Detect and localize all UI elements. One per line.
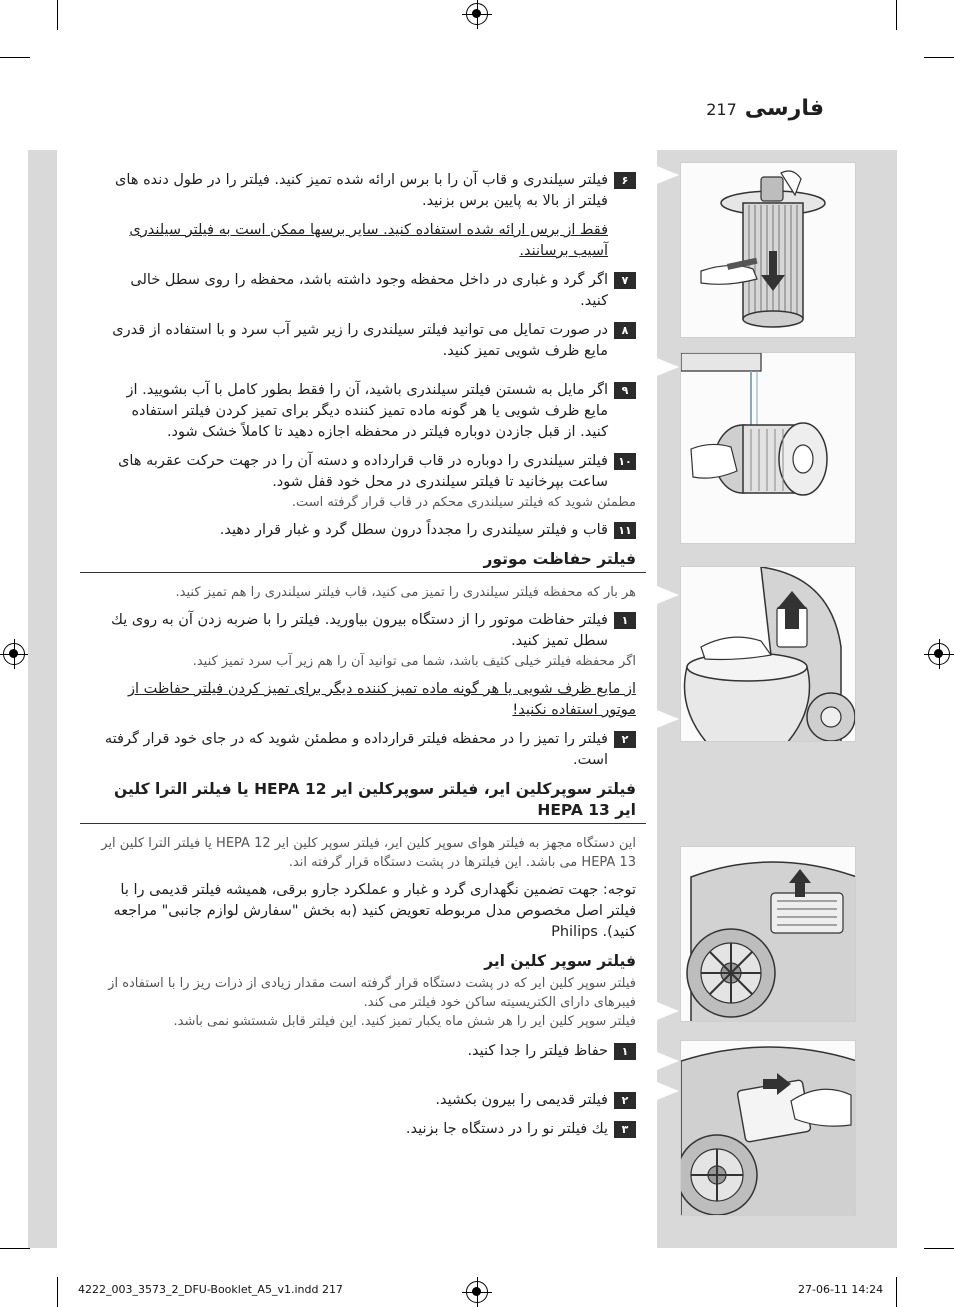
- motor-step-2: [100, 729, 636, 771]
- warning-brush: فقط از برس ارائه شده استفاده کنید. سایر برسها ممکن است به فیلتر سیلندری آسیب برسانند.: [129, 222, 608, 259]
- step-number: ۲: [614, 731, 636, 748]
- step-number: ۷: [614, 272, 636, 289]
- crop-mark: [0, 57, 30, 58]
- section-title-hepa: فیلتر سوپرکلین ایر، فیلتر سوپرکلین ایر HEPA 12 یا فیلتر الترا کلین ایر HEPA 13: [80, 779, 646, 824]
- step-number: ۶: [614, 172, 636, 189]
- left-margin-band: [28, 150, 57, 1248]
- step-number: ۲: [614, 1092, 636, 1109]
- step-text: اگر مایل به شستن فیلتر سیلندری باشید، آن را فقط بطور کامل با آب بشویید. از مایع ظرف شویی یا هر گونه ماده تمیز کننده دیگر برای تمیز کردن فیلتر استفاده کنید. از قبل جازدن دوباره فیلتر در محفظه اجازه دهید تا کاملاً خشک شود.: [126, 382, 608, 440]
- step-number: ۱۱: [614, 522, 636, 539]
- step-number: ۹: [614, 382, 636, 399]
- registration-mark-icon: [466, 1281, 488, 1303]
- pointer-tab: [657, 586, 679, 604]
- step-10: [100, 451, 636, 493]
- crop-mark: [57, 1277, 58, 1307]
- step-9: [100, 380, 636, 443]
- step-text: یك فیلتر نو را در دستگاه جا بزنید.: [405, 1121, 608, 1137]
- step-8: [100, 320, 636, 362]
- note-secure: مطمئن شوید که فیلتر سیلندری محکم در قاب قرار گرفته است.: [291, 495, 636, 510]
- registration-mark-icon: [3, 643, 25, 665]
- page-number: 217: [706, 100, 737, 119]
- step-text: فیلتر سیلندری و قاب آن را با برس ارائه شده تمیز کنید. فیلتر را در طول دنده های فیلتر از بالا به پایین برس بزنید.: [115, 172, 608, 209]
- step-number: ۱: [614, 612, 636, 629]
- illustration-rinse-filter: [680, 352, 856, 544]
- language-title: فارسی: [744, 96, 824, 121]
- registration-mark-icon: [466, 3, 488, 25]
- registration-mark-icon: [928, 643, 950, 665]
- crop-mark: [924, 1248, 954, 1249]
- footer-file: 4222_003_3573_2_DFU-Booklet_A5_v1.indd 217: [78, 1283, 343, 1296]
- pointer-tab: [657, 1002, 679, 1020]
- step-number: ۳: [614, 1121, 636, 1138]
- sc-step-1: [100, 1041, 636, 1062]
- superclean-text-2: فیلتر سوپر کلین ایر را هر شش ماه یکبار تمیز کنید. این فیلتر قابل شستشو نمی باشد.: [173, 1014, 636, 1029]
- subsection-title-superclean: فیلتر سوپر کلین ایر: [484, 952, 636, 970]
- hepa-intro: این دستگاه مجهز به فیلتر هوای سوپر کلین ایر، فیلتر سوپر کلین ایر HEPA 12 یا فیلتر الترا کلین ایر HEPA 13 می باشد. این فیلترها در پشت دستگاه قرار گرفته اند.: [101, 836, 636, 870]
- pointer-tab: [657, 710, 679, 728]
- motor-warning: از مایع ظرف شویی یا هر گونه ماده تمیز کننده دیگر برای تمیز کردن فیلتر حفاظت از موتور استفاده نکنید!: [128, 681, 636, 718]
- sc-step-2: [100, 1090, 636, 1111]
- illustration-replace-filter: [680, 1040, 856, 1216]
- hepa-note: توجه: جهت تضمین نگهداری گرد و غبار و عملکرد جارو برقی، همیشه فیلتر قدیمی را با فیلتر اصل مخصوص مدل مربوطه تعویض کنید (به بخش "سفارش لوازم جانبی" مراجعه کنید). Philips: [113, 882, 636, 940]
- pointer-tab: [657, 1052, 679, 1070]
- crop-mark: [896, 0, 897, 30]
- step-number: ۸: [614, 322, 636, 339]
- step-number: ۱۰: [614, 453, 636, 470]
- motor-note: اگر محفظه فیلتر خیلی کثیف باشد، شما می توانید آن را هم زیر آب سرد تمیز کنید.: [192, 654, 636, 669]
- sc-step-3: [100, 1119, 636, 1140]
- instruction-text: [100, 170, 636, 1148]
- crop-mark: [896, 1277, 897, 1307]
- crop-mark: [0, 1248, 30, 1249]
- step-text: فیلتر را تمیز را در محفظه فیلتر قرارداده و مطمئن شوید که در جای خود قرار گرفته است.: [104, 731, 608, 768]
- step-6: [100, 170, 636, 212]
- pointer-tab: [657, 166, 679, 184]
- pointer-tab: [657, 358, 679, 376]
- motor-intro: هر بار که محفظه فیلتر سیلندری را تمیز می کنید، قاب فیلتر سیلندری را هم تمیز کنید.: [175, 585, 636, 600]
- step-11: [100, 520, 636, 541]
- superclean-text: فیلتر سوپر کلین ایر که در پشت دستگاه قرار گرفته است مقدار زیادی از ذرات ریز را با استفاده از فیبرهای دارای الکتریسیته ساکن خود فیلتر می کند.: [108, 976, 636, 1010]
- step-text: اگر گرد و غباری در داخل محفظه وجود داشته باشد، محفظه را روی سطل خالی کنید.: [130, 272, 608, 309]
- step-text: در صورت تمایل می توانید فیلتر سیلندری را زیر شیر آب سرد و با استفاده از قدری مایع ظرف شویی تمیز کنید.: [112, 322, 608, 359]
- motor-step-1: [100, 610, 636, 652]
- step-number: ۱: [614, 1043, 636, 1060]
- page-header: [706, 96, 824, 121]
- step-text: قاب و فیلتر سیلندری را مجدداً درون سطل گرد و غبار قرار دهید.: [219, 522, 608, 538]
- illustration-filter-grille: [680, 846, 856, 1022]
- step-text: فیلتر سیلندری را دوباره در قاب قرارداده و دسته آن را در جهت حرکت عقربه های ساعت بپرخانید تا فیلتر سیلندری در محل خود قفل شود.: [118, 453, 608, 490]
- step-text: فیلتر حفاظت موتور را از دستگاه بیرون بیاورید. فیلتر را با ضربه زدن آن به روی یك سطل تمیز کنید.: [110, 612, 608, 649]
- crop-mark: [57, 0, 58, 30]
- illustration-brush-filter: [680, 162, 856, 338]
- section-title-motor-filter: فیلتر حفاظت موتور: [80, 549, 646, 573]
- crop-mark: [924, 57, 954, 58]
- step-text: حفاظ فیلتر را جدا کنید.: [467, 1043, 608, 1059]
- pointer-tab: [657, 1082, 679, 1100]
- step-7: [100, 270, 636, 312]
- footer-date: 27-06-11 14:24: [798, 1283, 884, 1296]
- illustration-motor-filter: [680, 566, 856, 742]
- step-text: فیلتر قدیمی را بیرون بکشید.: [435, 1092, 608, 1108]
